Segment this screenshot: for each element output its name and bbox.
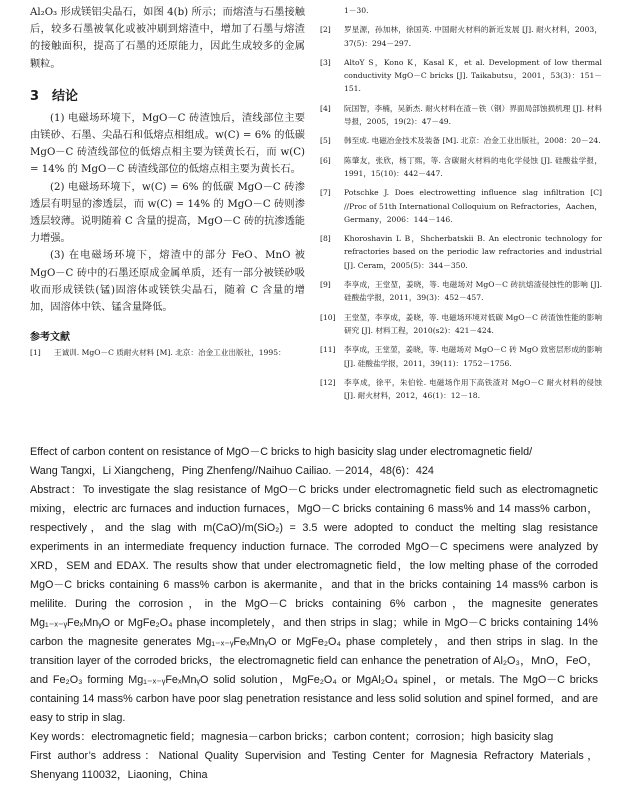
reference-text: AltoY S，Kono K，Kasal K，et al. Development of low thermal conductivity MgO－C bricks [J]. Taikabutsu，2001，53(3)：151－151. xyxy=(344,57,602,94)
reference-number: [10] xyxy=(320,312,336,322)
reference-item xyxy=(320,102,602,129)
reference-text: 陈肇友，张欣，杨丁熙，等. 含碳耐火材料的电化学侵蚀 [J]. 硅酸盐学报，1991，15(10)：442－447. xyxy=(344,155,602,178)
english-abstract xyxy=(30,443,598,785)
abstract-authors-line: Wang Tangxi，Li Xiangcheng，Ping Zhenfeng//Naihuo Cailiao. －2014，48(6)：424 xyxy=(30,465,434,477)
reference-number: [12] xyxy=(320,377,336,387)
left-column xyxy=(30,4,305,360)
reference-text: 李享成，王堂堃，姜晓，等. 电磁场对 MgO－C 砖 MgO 致密层形成的影响 [J]. 硅酸盐学报，2011，39(11)：1752－1756. xyxy=(344,345,602,368)
conclusion-paragraph: (1) 电磁场环境下，MgO－C 砖渣蚀后，渣线部位主要由镁砂、石墨、尖晶石和低熔点相组成。w(C) = 6% 的低碳 MgO－C 砖渣线部位的低熔点相主要为镁黄长石，而 w(C) = 14% 的 MgO－C 砖渣线部位的低熔点相主要为黄长石。 xyxy=(30,112,305,176)
reference-text: 李享成，王堂堃，姜晓，等. 电磁场对 MgO－C 砖抗熔渣侵蚀性的影响 [J]. 硅酸盐学报，2011，39(3)：452－457. xyxy=(344,280,602,303)
reference-number: [6] xyxy=(320,155,331,165)
right-column-references xyxy=(320,4,602,414)
reference-number: [9] xyxy=(320,280,331,290)
reference-text: 王堂堃，李享成，姜晓，等. 电磁场环境对低碳 MgO－C 砖渣蚀性能的影响研究 [J]. 材料工程，2010(s2)：421－424. xyxy=(344,312,602,335)
reference-text: 李享成，徐平，朱伯铨. 电磁场作用下高铁渣对 MgO－C 耐火材料的侵蚀 [J]. 耐火材料，2012，46(1)：12－18. xyxy=(344,377,602,401)
section-title: 3 结论 xyxy=(30,88,79,104)
reference-text: Khoroshavin L B，Shcherbatskii B. An electronic technology for refractories based on the periodic law refractories and industrial [J]. Ceram，2005(5)：344－350. xyxy=(344,234,602,270)
reference-item xyxy=(320,23,602,50)
reference-number: [4] xyxy=(320,103,331,113)
reference-item xyxy=(320,4,602,17)
reference-number xyxy=(320,4,344,17)
reference-text: 1－30. xyxy=(344,6,369,15)
conclusion-paragraph: (3) 在电磁场环境下，熔渣中的部分 FeO、MnO 被 MgO－C 砖中的石墨还原成金属单质，还有一部分被镁砂吸收而形成镁铁(锰)固溶体或镁铁尖晶石，随着 C 含量的增加，固溶体中铁、锰含量降低。 xyxy=(30,250,305,314)
abstract-body: Abstract：To investigate the slag resistance of MgO－C bricks under electromagnetic field such as electromagnetic mixing，electric arc furnaces and induction furnaces，MgO－C bricks containing 6 mass% and 14 mass% carbon，respectively，and the slag with m(CaO)/m(SiO₂) = 3.5 were adopted to conduct the melting slag resistance experiments in an intermediate frequency induction furnace. The corroded MgO－C specimens were analyzed by XRD，SEM and EDAX. The results show that under electromagnetic field，the low melting phase of the corroded MgO－C bricks containing 6 mass% carbon is akermanite，and that in the bricks containing 14 mass% carbon is melilite. During the corrosion，in the MgO－C bricks containing 6% carbon，the magnesite generates Mg₁₋ₓ₋ᵧFeₓMnᵧO or MgFe₂O₄ phase incompletely，and then strips in slag；while in MgO－C bricks containing 14% carbon the magnesite generates Mg₁₋ₓ₋ᵧFeₓMnᵧO or MgFe₂O₄ phase completely，and then strips in slag. In the transition layer of the corroded bricks，the electromagnetic field can enhance the penetration of Al₂O₃，MnO，FeO，and Fe₂O₃ forming Mg₁₋ₓ₋ᵧFeₓMnᵧO solid solution，MgFe₂O₄ or MgAl₂O₄ spinel，or metals. The MgO－C bricks containing 14 mass% carbon have poor slag penetration resistance and less solid solution and spinel formed，and are easy to strip in slag. xyxy=(30,484,598,724)
reference-item xyxy=(320,56,602,96)
reference-item xyxy=(320,186,602,226)
reference-number: [1] xyxy=(30,348,41,358)
reference-number: [2] xyxy=(320,25,331,35)
reference-item xyxy=(320,232,602,272)
reference-item xyxy=(320,154,602,181)
reference-item xyxy=(320,134,602,147)
reference-number: [3] xyxy=(320,57,331,67)
reference-item xyxy=(30,346,305,359)
reference-number: [5] xyxy=(320,136,331,146)
reference-item xyxy=(320,376,602,403)
abstract-keywords: Key words：electromagnetic field；magnesia－carbon bricks；carbon content；corrosion；high basicity slag xyxy=(30,731,554,743)
reference-text: 罗星源，孙加林，徐国英. 中国耐火材料的新近发展 [J]. 耐火材料，2003，37(5)：294－297. xyxy=(344,25,602,48)
reference-item xyxy=(320,278,602,305)
references-title: 参考文献 xyxy=(30,332,70,344)
reference-item xyxy=(320,311,602,338)
abstract-address: First author’s address：National Quality Supervision and Testing Center for Magnesia Refractory Materials，Shenyang 110032，Liaoning，China xyxy=(30,750,598,781)
reference-number: [11] xyxy=(320,345,336,355)
intro-paragraph: Al₂O₃ 形成镁铝尖晶石，如图 4(b) 所示；而熔渣与石墨接触后，较多石墨被氧化或被冲刷到熔渣中，增加了石墨与熔渣的接触面积，提高了石墨的还原能力，因此生成较多的金属颗粒。 xyxy=(30,7,305,70)
reference-number: [7] xyxy=(320,188,331,198)
reference-text: Potschke J. Does electrowetting influence slag infiltration [C] //Proc of 51th International Colloquium on Refractories，Aachen，Germany，2006：144－146. xyxy=(344,188,602,224)
reference-number: [8] xyxy=(320,234,331,244)
reference-item xyxy=(320,343,602,370)
abstract-title-line: Effect of carbon content on resistance of MgO－C bricks to high basicity slag under electromagnetic field/ xyxy=(30,446,533,458)
conclusion-paragraph: (2) 电磁场环境下，w(C) = 6% 的低碳 MgO－C 砖渗透层有明显的渗透层，而 w(C) = 14% 的 MgO－C 砖则渗透层较薄。说明随着 C 含量的提高，MgO－C 砖的抗渗透能力增强。 xyxy=(30,181,305,245)
reference-text: 韩至成. 电磁冶金技术及装备 [M]. 北京：冶金工业出版社，2008：20－24. xyxy=(344,136,601,146)
reference-text: 阮国智，李楠，吴新杰. 耐火材料在渣－铁（钢）界面局部蚀损机理 [J]. 材料导报，2005，19(2)：47－49. xyxy=(344,103,602,127)
reference-text: 王诚训. MgO－C 质耐火材料 [M]. 北京：冶金工业出版社，1995： xyxy=(54,348,286,358)
